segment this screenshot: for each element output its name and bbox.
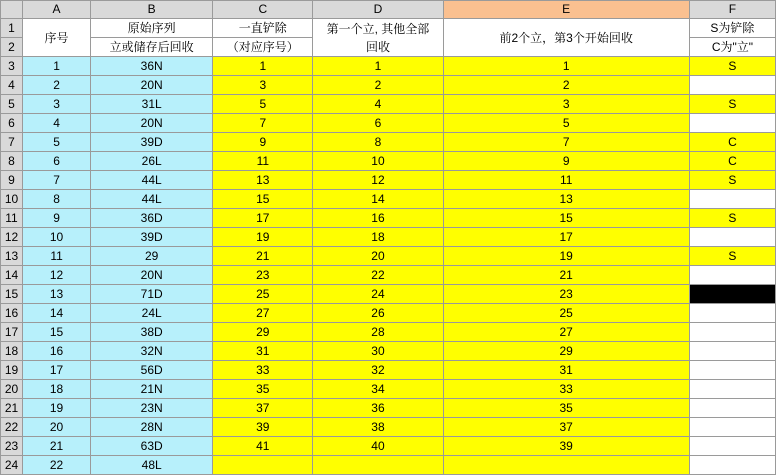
cell-c[interactable]: 3 bbox=[213, 76, 313, 95]
cell-c[interactable]: 21 bbox=[213, 247, 313, 266]
cell-d[interactable]: 30 bbox=[313, 342, 443, 361]
row-header[interactable]: 13 bbox=[1, 247, 23, 266]
column-header-d[interactable]: D bbox=[313, 1, 443, 19]
cell-c[interactable]: 13 bbox=[213, 171, 313, 190]
cell-c[interactable]: 41 bbox=[213, 437, 313, 456]
cell-c[interactable]: 19 bbox=[213, 228, 313, 247]
cell-b-title-line1[interactable]: 原始序列 bbox=[91, 19, 213, 38]
cell-f[interactable] bbox=[689, 285, 775, 304]
cell-d[interactable] bbox=[313, 456, 443, 475]
cell-e[interactable]: 37 bbox=[443, 418, 689, 437]
cell-a[interactable]: 8 bbox=[23, 190, 91, 209]
cell-b[interactable]: 31L bbox=[91, 95, 213, 114]
table-row[interactable] bbox=[1, 95, 776, 114]
cell-e[interactable]: 21 bbox=[443, 266, 689, 285]
table-row[interactable] bbox=[1, 456, 776, 475]
cell-f-title-line1[interactable]: S为铲除 bbox=[689, 19, 775, 38]
cell-f[interactable]: C bbox=[689, 152, 775, 171]
table-row[interactable] bbox=[1, 437, 776, 456]
column-header-e[interactable]: E bbox=[443, 1, 689, 19]
table-row[interactable] bbox=[1, 228, 776, 247]
cell-d[interactable]: 14 bbox=[313, 190, 443, 209]
row-header[interactable]: 7 bbox=[1, 133, 23, 152]
table-row[interactable] bbox=[1, 152, 776, 171]
cell-c-title-line1[interactable]: 一直铲除 bbox=[213, 19, 313, 38]
cell-b[interactable]: 23N bbox=[91, 399, 213, 418]
column-header-b[interactable]: B bbox=[91, 1, 213, 19]
cell-d[interactable]: 10 bbox=[313, 152, 443, 171]
cell-e[interactable]: 7 bbox=[443, 133, 689, 152]
cell-f[interactable] bbox=[689, 323, 775, 342]
cell-a[interactable]: 21 bbox=[23, 437, 91, 456]
column-header-a[interactable]: A bbox=[23, 1, 91, 19]
cell-a[interactable]: 15 bbox=[23, 323, 91, 342]
cell-c[interactable]: 15 bbox=[213, 190, 313, 209]
cell-d[interactable]: 22 bbox=[313, 266, 443, 285]
cell-e[interactable]: 2 bbox=[443, 76, 689, 95]
column-header-row bbox=[1, 1, 776, 19]
cell-d[interactable]: 16 bbox=[313, 209, 443, 228]
cell-b[interactable]: 20N bbox=[91, 266, 213, 285]
cell-b[interactable]: 44L bbox=[91, 171, 213, 190]
table-row[interactable] bbox=[1, 323, 776, 342]
cell-d[interactable]: 8 bbox=[313, 133, 443, 152]
cell-f[interactable]: S bbox=[689, 171, 775, 190]
cell-e[interactable]: 29 bbox=[443, 342, 689, 361]
cell-b[interactable]: 44L bbox=[91, 190, 213, 209]
table-row[interactable] bbox=[1, 285, 776, 304]
cell-b[interactable]: 48L bbox=[91, 456, 213, 475]
column-header-f[interactable]: F bbox=[689, 1, 775, 19]
cell-d[interactable]: 34 bbox=[313, 380, 443, 399]
cell-e[interactable]: 35 bbox=[443, 399, 689, 418]
cell-e[interactable]: 33 bbox=[443, 380, 689, 399]
cell-c-title-line2[interactable]: （对应序号） bbox=[213, 38, 313, 57]
cell-a[interactable]: 2 bbox=[23, 76, 91, 95]
cell-d-title[interactable] bbox=[313, 19, 443, 57]
cell-a[interactable]: 12 bbox=[23, 266, 91, 285]
cell-a[interactable]: 3 bbox=[23, 95, 91, 114]
cell-a[interactable]: 13 bbox=[23, 285, 91, 304]
cell-e[interactable]: 9 bbox=[443, 152, 689, 171]
cell-b[interactable]: 36N bbox=[91, 57, 213, 76]
table-row[interactable] bbox=[1, 114, 776, 133]
row-header[interactable]: 9 bbox=[1, 171, 23, 190]
cell-f[interactable] bbox=[689, 361, 775, 380]
row-header-1[interactable]: 1 bbox=[1, 19, 23, 38]
cell-f[interactable] bbox=[689, 399, 775, 418]
cell-a[interactable]: 18 bbox=[23, 380, 91, 399]
cell-f[interactable] bbox=[689, 456, 775, 475]
cell-e[interactable]: 15 bbox=[443, 209, 689, 228]
cell-e[interactable]: 17 bbox=[443, 228, 689, 247]
cell-e[interactable]: 19 bbox=[443, 247, 689, 266]
cell-e[interactable]: 23 bbox=[443, 285, 689, 304]
cell-a[interactable]: 10 bbox=[23, 228, 91, 247]
cell-a[interactable]: 14 bbox=[23, 304, 91, 323]
title-row-1 bbox=[1, 19, 776, 38]
cell-d[interactable]: 36 bbox=[313, 399, 443, 418]
row-header[interactable]: 6 bbox=[1, 114, 23, 133]
cell-d[interactable]: 12 bbox=[313, 171, 443, 190]
row-header[interactable]: 8 bbox=[1, 152, 23, 171]
cell-f[interactable]: S bbox=[689, 209, 775, 228]
row-header[interactable]: 24 bbox=[1, 456, 23, 475]
cell-b[interactable]: 63D bbox=[91, 437, 213, 456]
cell-f[interactable] bbox=[689, 418, 775, 437]
cell-c[interactable]: 23 bbox=[213, 266, 313, 285]
cell-b[interactable]: 26L bbox=[91, 152, 213, 171]
cell-a[interactable]: 22 bbox=[23, 456, 91, 475]
cell-b[interactable]: 32N bbox=[91, 342, 213, 361]
table-row[interactable] bbox=[1, 266, 776, 285]
cell-c[interactable]: 1 bbox=[213, 57, 313, 76]
cell-d[interactable]: 32 bbox=[313, 361, 443, 380]
table-row[interactable] bbox=[1, 76, 776, 95]
row-header[interactable]: 3 bbox=[1, 57, 23, 76]
table-row[interactable] bbox=[1, 133, 776, 152]
cell-a-title[interactable]: 序号 bbox=[23, 19, 91, 57]
cell-f[interactable] bbox=[689, 76, 775, 95]
cell-c[interactable]: 33 bbox=[213, 361, 313, 380]
cell-a[interactable]: 9 bbox=[23, 209, 91, 228]
cell-f[interactable]: S bbox=[689, 95, 775, 114]
cell-f[interactable] bbox=[689, 190, 775, 209]
cell-e[interactable]: 3 bbox=[443, 95, 689, 114]
select-all-corner[interactable] bbox=[1, 1, 23, 19]
table-row[interactable] bbox=[1, 209, 776, 228]
cell-f[interactable]: S bbox=[689, 57, 775, 76]
cell-d-title-line2: 回收 bbox=[365, 39, 390, 54]
cell-a[interactable]: 1 bbox=[23, 57, 91, 76]
cell-c[interactable]: 25 bbox=[213, 285, 313, 304]
cell-f[interactable] bbox=[689, 266, 775, 285]
cell-d[interactable]: 24 bbox=[313, 285, 443, 304]
cell-d[interactable]: 4 bbox=[313, 95, 443, 114]
cell-b[interactable]: 20N bbox=[91, 114, 213, 133]
cell-d[interactable]: 38 bbox=[313, 418, 443, 437]
row-header[interactable]: 14 bbox=[1, 266, 23, 285]
row-header[interactable]: 22 bbox=[1, 418, 23, 437]
cell-d[interactable]: 18 bbox=[313, 228, 443, 247]
cell-d[interactable]: 2 bbox=[313, 76, 443, 95]
row-header[interactable]: 19 bbox=[1, 361, 23, 380]
row-header[interactable]: 17 bbox=[1, 323, 23, 342]
cell-e-title[interactable]: 前2个立，第3个开始回收 bbox=[443, 19, 689, 57]
row-header[interactable]: 10 bbox=[1, 190, 23, 209]
cell-d-title-line1: 第一个立, 其他全部 bbox=[326, 21, 430, 36]
cell-a[interactable]: 16 bbox=[23, 342, 91, 361]
cell-f[interactable]: C bbox=[689, 133, 775, 152]
row-header[interactable]: 11 bbox=[1, 209, 23, 228]
row-header[interactable]: 21 bbox=[1, 399, 23, 418]
table-row[interactable] bbox=[1, 171, 776, 190]
cell-d[interactable]: 6 bbox=[313, 114, 443, 133]
row-header[interactable]: 16 bbox=[1, 304, 23, 323]
cell-a[interactable]: 5 bbox=[23, 133, 91, 152]
cell-a[interactable]: 6 bbox=[23, 152, 91, 171]
cell-b[interactable]: 39D bbox=[91, 133, 213, 152]
cell-d[interactable]: 40 bbox=[313, 437, 443, 456]
cell-b[interactable]: 38D bbox=[91, 323, 213, 342]
cell-c[interactable]: 11 bbox=[213, 152, 313, 171]
cell-c[interactable]: 7 bbox=[213, 114, 313, 133]
cell-b[interactable]: 56D bbox=[91, 361, 213, 380]
cell-b[interactable]: 29 bbox=[91, 247, 213, 266]
cell-e[interactable]: 13 bbox=[443, 190, 689, 209]
cell-d[interactable]: 26 bbox=[313, 304, 443, 323]
cell-a[interactable]: 4 bbox=[23, 114, 91, 133]
cell-f[interactable] bbox=[689, 114, 775, 133]
cell-c[interactable]: 9 bbox=[213, 133, 313, 152]
row-header[interactable]: 15 bbox=[1, 285, 23, 304]
cell-c[interactable]: 29 bbox=[213, 323, 313, 342]
cell-e[interactable]: 11 bbox=[443, 171, 689, 190]
cell-c[interactable]: 27 bbox=[213, 304, 313, 323]
table-row[interactable] bbox=[1, 247, 776, 266]
cell-f-title-line2[interactable]: C为"立" bbox=[689, 38, 775, 57]
cell-c[interactable]: 37 bbox=[213, 399, 313, 418]
cell-c[interactable] bbox=[213, 456, 313, 475]
row-header[interactable]: 18 bbox=[1, 342, 23, 361]
cell-a[interactable]: 19 bbox=[23, 399, 91, 418]
cell-e[interactable]: 1 bbox=[443, 57, 689, 76]
cell-a[interactable]: 20 bbox=[23, 418, 91, 437]
cell-b[interactable]: 36D bbox=[91, 209, 213, 228]
table-row[interactable] bbox=[1, 399, 776, 418]
cell-f[interactable] bbox=[689, 437, 775, 456]
cell-b[interactable]: 71D bbox=[91, 285, 213, 304]
cell-d[interactable]: 28 bbox=[313, 323, 443, 342]
cell-b-title-line2[interactable]: 立或储存后回收 bbox=[91, 38, 213, 57]
cell-d[interactable]: 20 bbox=[313, 247, 443, 266]
cell-b[interactable]: 39D bbox=[91, 228, 213, 247]
cell-c[interactable]: 35 bbox=[213, 380, 313, 399]
cell-f[interactable]: S bbox=[689, 247, 775, 266]
row-header-2[interactable]: 2 bbox=[1, 38, 23, 57]
table-row[interactable] bbox=[1, 304, 776, 323]
table-row[interactable] bbox=[1, 380, 776, 399]
cell-d[interactable]: 1 bbox=[313, 57, 443, 76]
table-row[interactable] bbox=[1, 57, 776, 76]
cell-e[interactable] bbox=[443, 456, 689, 475]
cell-a[interactable]: 17 bbox=[23, 361, 91, 380]
row-header[interactable]: 4 bbox=[1, 76, 23, 95]
cell-f[interactable] bbox=[689, 380, 775, 399]
cell-c[interactable]: 39 bbox=[213, 418, 313, 437]
cell-e[interactable]: 25 bbox=[443, 304, 689, 323]
table-row[interactable] bbox=[1, 361, 776, 380]
table-row[interactable] bbox=[1, 190, 776, 209]
cell-e[interactable]: 5 bbox=[443, 114, 689, 133]
row-header[interactable]: 20 bbox=[1, 380, 23, 399]
row-header[interactable]: 23 bbox=[1, 437, 23, 456]
cell-e[interactable]: 39 bbox=[443, 437, 689, 456]
cell-f[interactable] bbox=[689, 228, 775, 247]
cell-f[interactable] bbox=[689, 342, 775, 361]
cell-e[interactable]: 31 bbox=[443, 361, 689, 380]
cell-b[interactable]: 20N bbox=[91, 76, 213, 95]
column-header-c[interactable]: C bbox=[213, 1, 313, 19]
cell-c[interactable]: 31 bbox=[213, 342, 313, 361]
cell-c[interactable]: 5 bbox=[213, 95, 313, 114]
cell-a[interactable]: 11 bbox=[23, 247, 91, 266]
cell-b[interactable]: 24L bbox=[91, 304, 213, 323]
cell-b[interactable]: 21N bbox=[91, 380, 213, 399]
cell-a[interactable]: 7 bbox=[23, 171, 91, 190]
row-header[interactable]: 12 bbox=[1, 228, 23, 247]
cell-c[interactable]: 17 bbox=[213, 209, 313, 228]
cell-b[interactable]: 28N bbox=[91, 418, 213, 437]
cell-e[interactable]: 27 bbox=[443, 323, 689, 342]
table-row[interactable] bbox=[1, 418, 776, 437]
cell-f[interactable] bbox=[689, 304, 775, 323]
row-header[interactable]: 5 bbox=[1, 95, 23, 114]
table-row[interactable] bbox=[1, 342, 776, 361]
